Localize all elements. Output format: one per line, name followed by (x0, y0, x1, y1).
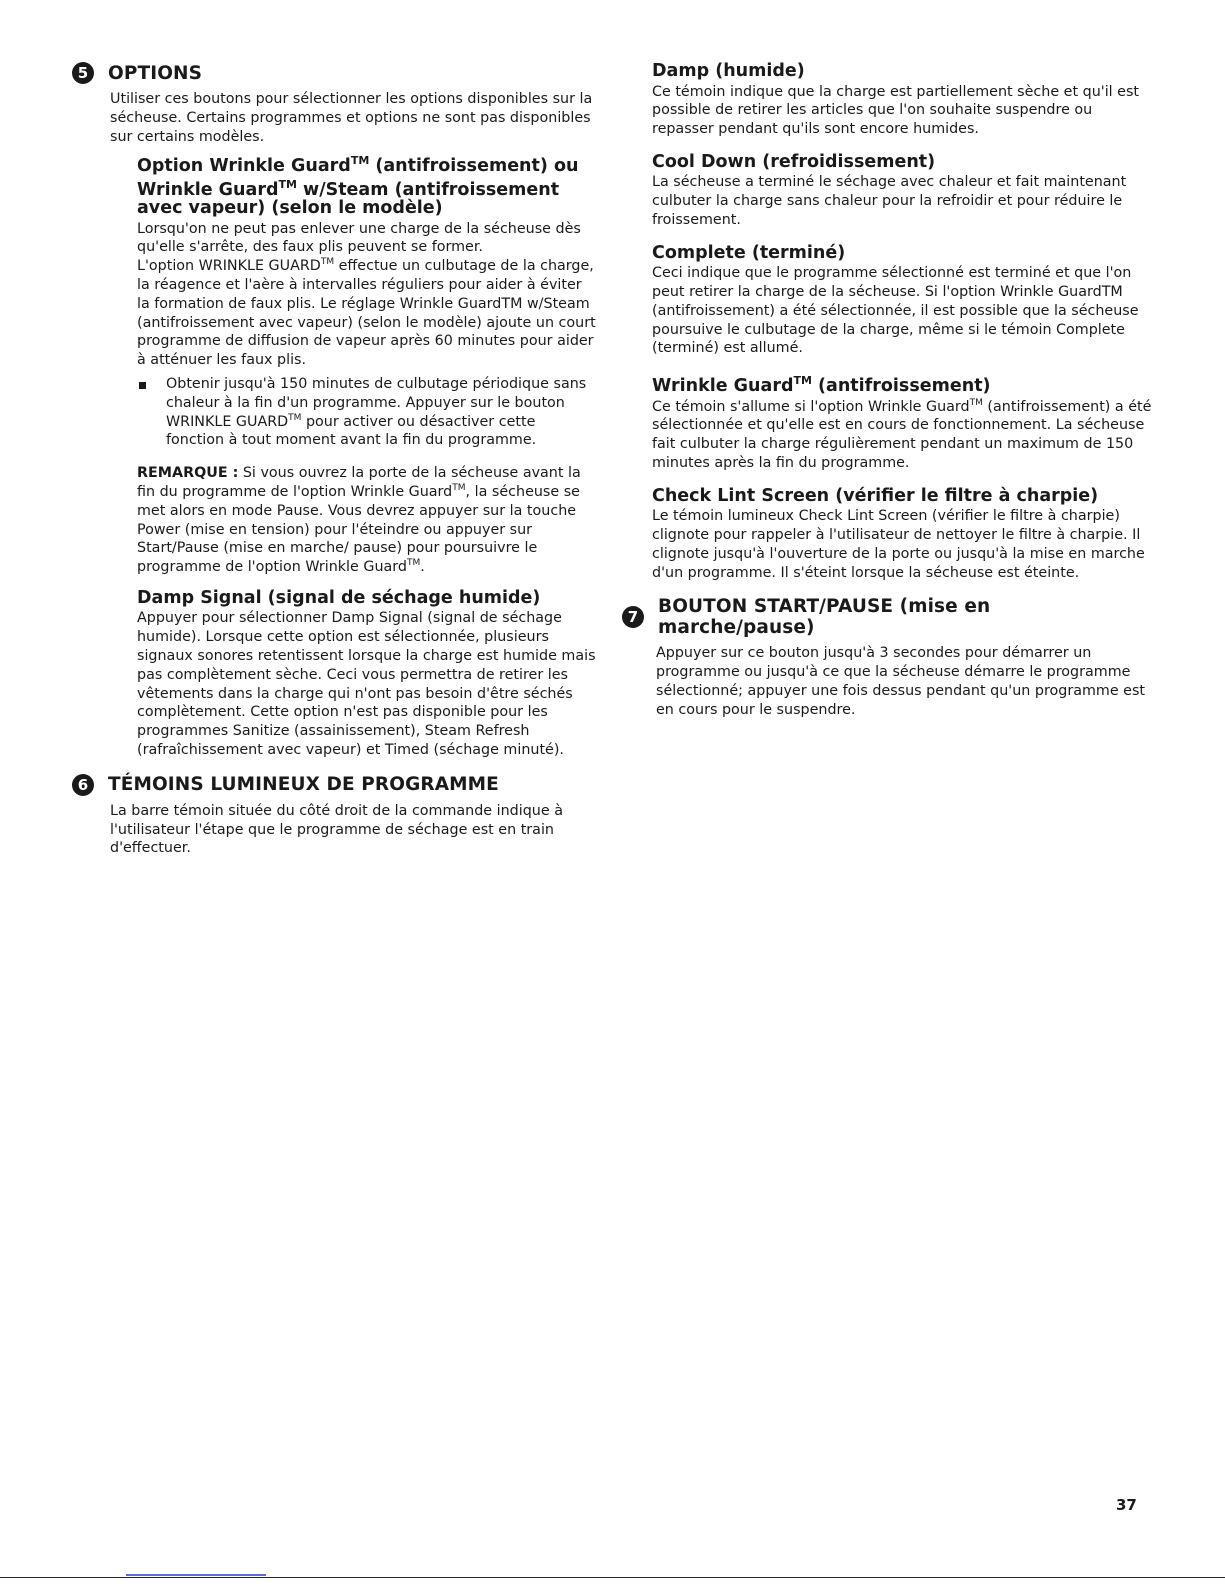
subsection-title: Cool Down (refroidissement) (652, 151, 936, 172)
footer-divider (0, 1577, 1225, 1578)
section-title: OPTIONS (108, 62, 203, 84)
section-number-badge: 5 (72, 62, 94, 84)
damp-signal-text: Appuyer pour sélectionner Damp Signal (signal de séchage humide). Lorsque cette option est sélectionnée, plusieurs signaux sonores retentissent lorsque la charge est humide mais pas complètement sèche. Ceci vous permettra de retirer les vêtements dans la charge qui n'ont pas besoin d'être séchés complètement. Cette option n'est pas disponible pour les programmes Sanitize (assainissement), Steam Refresh (rafraîchissement avec vapeur) et Timed (séchage minuté). (137, 610, 596, 758)
section-number-badge: 6 (72, 774, 94, 796)
footer-accent-line (126, 1574, 266, 1576)
subsection-complete (652, 244, 1152, 358)
options-intro: Utiliser ces boutons pour sélectionner les options disponibles sur la sécheuse. Certains programmes et options ne sont pas disponibles sur certains modèles. (110, 91, 593, 145)
subsection-check-lint (652, 487, 1152, 583)
start-pause-text: Appuyer sur ce bouton jusqu'à 3 secondes pour démarrer un programme ou jusqu'à ce que la sécheuse démarre le programme sélectionné; appuyer une fois dessus pendant qu'un programme est en cours pour le suspendre. (656, 645, 1146, 718)
subsection-title: Wrinkle Guard™ (antifroissement) (652, 374, 991, 397)
section-options-header (72, 62, 597, 84)
note-paragraph: REMARQUE : Si vous ouvrez la porte de la sécheuse avant la fin du programme de l'option Wrinkle Guard™, la sécheuse se met alors en mode Pause. Vous devrez appuyer sur la touche Power (mise en tension) pour l'éteindre ou appuyer sur Start/Pause (mise en marche/ pause) pour poursuivre le programme de l'option Wrinkle Guard™. (137, 465, 581, 576)
section-number-badge: 7 (622, 606, 644, 628)
subsection-title: Option Wrinkle Guard™ (antifroissement) ou Wrinkle Guard™ w/Steam (antifroissement avec vapeur) (selon le modèle) (137, 154, 579, 219)
complete-text: Ceci indique que le programme sélectionné est terminé et que l'on peut retirer la charge de la sécheuse. Si l'option Wrinkle GuardTM (antifroissement) a été sélectionnée, il est possible que la sécheuse poursuive le culbutage de la charge, même si le témoin Complete (terminé) est allumé. (652, 265, 1139, 357)
page-number: 37 (1116, 1496, 1137, 1514)
section-lights-header (72, 774, 597, 796)
subsection-damp (652, 62, 1152, 139)
right-column (627, 61, 1152, 720)
wrinkle-guard-light-text: Ce témoin s'allume si l'option Wrinkle Guard™ (antifroissement) a été sélectionnée et qu'elle est en cours de fonctionnement. La sécheuse fait culbuter la charge régulièrement pendant un maximum de 150 minutes après la fin du programme. (652, 397, 1152, 471)
check-lint-text: Le témoin lumineux Check Lint Screen (vérifier le filtre à charpie) clignote pour rappeler à l'utilisateur de nettoyer le filtre à charpie. Il clignote jusqu'à l'ouverture de la porte ou jusqu'à la mise en marche d'un programme. Il s'éteint lorsque la sécheuse est éteinte. (652, 508, 1145, 581)
section-title: BOUTON START/PAUSE (mise en marche/pause) (658, 596, 991, 639)
left-column (72, 62, 597, 858)
cool-down-text: La sécheuse a terminé le séchage avec chaleur et fait maintenant culbuter la charge sans chaleur pour la refroidir et pour réduire le froissement. (652, 174, 1127, 228)
section-title: TÉMOINS LUMINEUX DE PROGRAMME (108, 774, 499, 796)
subsection-wrinkle-guard-light (652, 372, 1152, 473)
subsection-damp-signal (137, 589, 597, 760)
subsection-title: Check Lint Screen (vérifier le filtre à charpie) (652, 485, 1099, 506)
subsection-cool-down (652, 153, 1152, 230)
section-start-header (622, 596, 1152, 638)
subsection-title: Damp Signal (signal de séchage humide) (137, 587, 541, 608)
subsection-title: Complete (terminé) (652, 242, 846, 263)
subsection-wrinkle-guard (137, 152, 597, 577)
lights-text: La barre témoin située du côté droit de la commande indique à l'utilisateur l'étape que le programme de séchage est en train d'effectuer. (110, 802, 563, 857)
damp-text: Ce témoin indique que la charge est partiellement sèche et qu'il est possible de retirer les articles que l'on souhaite suspendre ou repasser pendant qu'ils sont encore humides. (652, 83, 1140, 138)
wrinkle-paragraph-1: Lorsqu'on ne peut pas enlever une charge de la sécheuse dès qu'elle s'arrête, des faux plis peuvent se former. (137, 220, 581, 256)
section-cycle-lights (72, 774, 597, 858)
subsection-title: Damp (humide) (652, 61, 805, 81)
square-bullet-icon (139, 382, 146, 389)
list-item (137, 375, 597, 450)
section-options (72, 62, 597, 760)
section-start-pause (622, 596, 1152, 719)
bullet-text: Obtenir jusqu'à 150 minutes de culbutage périodique sans chaleur à la fin d'un programme. Appuyer sur le bouton WRINKLE GUARD™ pour activer ou désactiver cette fonction à tout moment avant la fin du programme. (166, 375, 587, 449)
wrinkle-paragraph-2: L'option WRINKLE GUARD™ effectue un culbutage de la charge, la réagence et l'aère à intervalles réguliers pour aider à éviter la formation de faux plis. Le réglage Wrinkle GuardTM w/Steam (antifroissement avec vapeur) (selon le modèle) ajoute un court programme de diffusion de vapeur après 60 minutes pour aider à atténuer les faux plis. (137, 257, 596, 369)
